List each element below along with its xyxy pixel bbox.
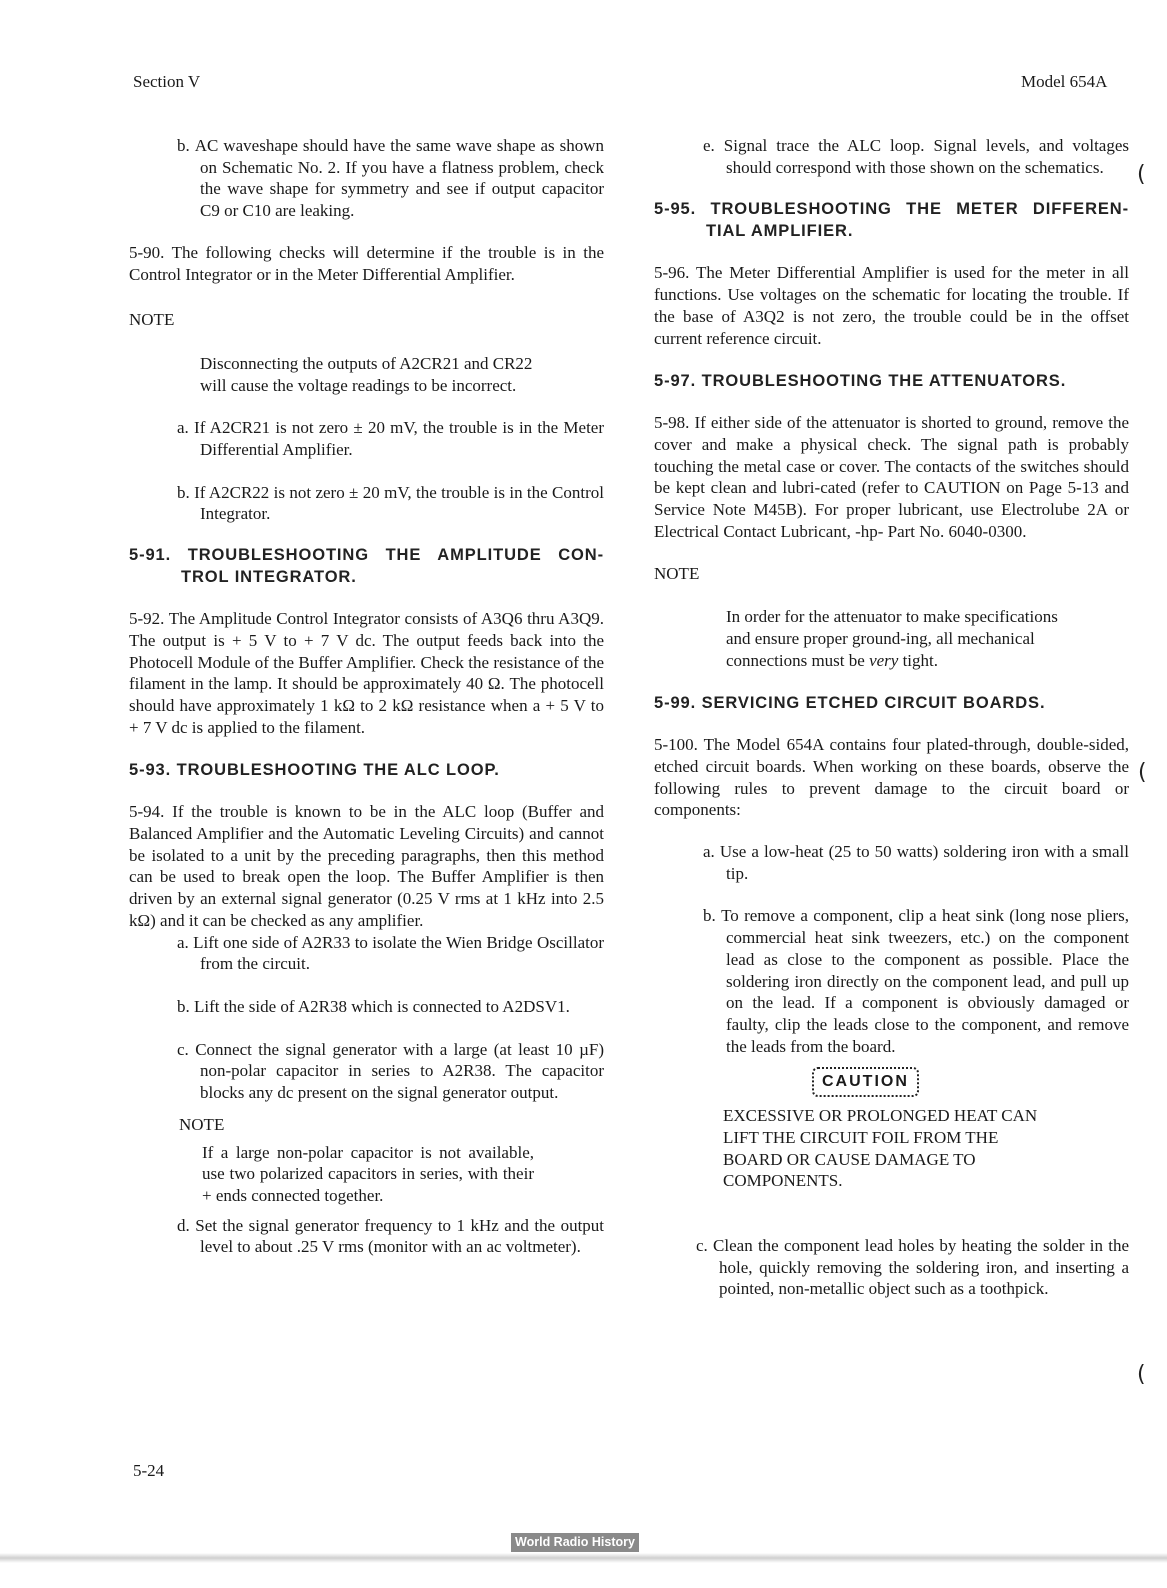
note-body-3: In order for the attenuator to make specifications and ensure proper ground-ing, all mechanical connections must be very tight. xyxy=(726,607,1058,670)
list-item-c-clean-holes: c. Clean the component lead holes by heating the solder in the hole, quickly removing the soldering iron, and inserting a pointed, non-metallic object such as a toothpick. xyxy=(696,1235,1130,1299)
paragraph-5-96: 5-96. The Meter Differential Amplifier is used for the meter in all functions. Use voltages on the schematic for locating the trouble. If the base of A3Q2 is not zero, the trouble could be in the offset current reference circuit. xyxy=(654,263,1129,348)
section-label: Section V xyxy=(133,72,201,91)
left-column xyxy=(129,135,604,1258)
list-item-a-a2cr21: a. If A2CR21 is not zero ± 20 mV, the trouble is in the Meter Differential Amplifier. xyxy=(177,418,605,460)
paragraph-5-100: 5-100. The Model 654A contains four plated-through, double-sided, etched circuit boards. When working on these boards, observe the following rules to prevent damage to the circuit board or components: xyxy=(654,735,1129,820)
footer-bar xyxy=(0,1553,1167,1563)
paragraph-5-92: 5-92. The Amplitude Control Integrator consists of A3Q6 thru A3Q9. The output is + 5 V to + 7 V dc. The output feeds back into the Photocell Module of the Buffer Amplifier. Check the resistance of the filament in the lamp. It should be approximately 40 Ω. The photocell should have approximately 1 kΩ to 2 kΩ resistance when a + 5 V to + 7 V dc is applied to the filament. xyxy=(129,609,604,737)
note-title-3: NOTE xyxy=(654,564,700,584)
note-body-2: If a large non-polar capacitor is not available, use two polarized capacitors in series, with their + ends connected together. xyxy=(202,1142,534,1205)
list-item-b-a2cr22: b. If A2CR22 is not zero ± 20 mV, the trouble is in the Control Integrator. xyxy=(177,482,604,524)
heading-5-95: 5-95. TROUBLESHOOTING THE METER DIFFEREN-TIAL AMPLIFIER. xyxy=(654,200,1130,241)
heading-5-91: 5-91. TROUBLESHOOTING THE AMPLITUDE CON-TROL INTEGRATOR. xyxy=(129,546,604,587)
heading-5-93: 5-93. TROUBLESHOOTING THE ALC LOOP. xyxy=(129,761,500,780)
list-item-b-waveshape: b. AC waveshape should have the same wave shape as shown on Schematic No. 2. If you have a flatness problem, check the wave shape for symmetry and see if output capacitor C9 or C10 are leaking. xyxy=(177,136,604,221)
heading-5-97: 5-97. TROUBLESHOOTING THE ATTENUATORS. xyxy=(654,372,1067,391)
margin-mark-2: ( xyxy=(1138,760,1147,785)
note-title-2: NOTE xyxy=(179,1114,225,1134)
list-item-c-signal-generator: c. Connect the signal generator with a large (at least 10 µF) non-polar capacitor in series to A2R38. The capacitor blocks any dc present on the signal generator output. xyxy=(177,1039,605,1103)
list-item-d-frequency: d. Set the signal generator frequency to 1 kHz and the output level to about .25 V rms (monitor with an ac voltmeter). xyxy=(177,1215,605,1257)
right-column xyxy=(654,135,1129,1300)
margin-mark-1: ( xyxy=(1137,162,1146,187)
list-item-b-a2r38: b. Lift the side of A2R38 which is connected to A2DSV1. xyxy=(177,996,570,1016)
caution-badge: CAUTION xyxy=(812,1067,919,1097)
list-item-b-remove-component: b. To remove a component, clip a heat sink (long nose pliers, commercial heat sink tweezers, etc.) on the component lead as close to the component as possible. Place the soldering iron directly on the component lead, and pull up on the lead. If a component is obviously damaged or faulty, clip the leads close to the component, and remove the leads from the board. xyxy=(703,906,1130,1056)
model-label: Model 654A xyxy=(1021,72,1108,91)
caution-text: EXCESSIVE OR PROLONGED HEAT CAN LIFT THE CIRCUIT FOIL FROM THE BOARD OR CAUSE DAMAGE TO COMPONENTS. xyxy=(723,1106,1038,1191)
list-item-e-signal-trace: e. Signal trace the ALC loop. Signal levels, and voltages should correspond with those shown on the schematics. xyxy=(703,136,1130,177)
note-title: NOTE xyxy=(129,310,175,330)
paragraph-5-90: 5-90. The following checks will determine if the trouble is in the Control Integrator or in the Meter Differential Amplifier. xyxy=(129,242,604,284)
page-number: 5-24 xyxy=(133,1461,165,1480)
caution-wrapper xyxy=(654,1067,1129,1097)
list-item-a-a2r33: a. Lift one side of A2R33 to isolate the Wien Bridge Oscillator from the circuit. xyxy=(177,932,604,974)
note-body: Disconnecting the outputs of A2CR21 and CR22 will cause the voltage readings to be incorrect. xyxy=(200,353,533,395)
paragraph-5-94: 5-94. If the trouble is known to be in the ALC loop (Buffer and Balanced Amplifier and the Automatic Leveling Circuits) and cannot be isolated to a unit by the preceding paragraphs, then this method can be used to break open the loop. The Buffer Amplifier is then driven by an external signal generator (0.25 V rms at 1 kHz into 2.5 kΩ) and it can be checked as any amplifier. xyxy=(129,802,604,930)
list-item-a-soldering-iron: a. Use a low-heat (25 to 50 watts) soldering iron with a small tip. xyxy=(703,842,1130,883)
watermark: World Radio History xyxy=(511,1533,639,1552)
heading-5-99: 5-99. SERVICING ETCHED CIRCUIT BOARDS. xyxy=(654,694,1046,713)
paragraph-5-98: 5-98. If either side of the attenuator is shorted to ground, remove the cover and make a physical check. The signal path is probably touching the metal case or cover. The contacts of the switches should be kept clean and lubri-cated (refer to CAUTION on Page 5-13 and Service Note M45B). For proper lubricant, use Electrolube 2A or Electrical Contact Lubricant, -hp- Part No. 6040-0300. xyxy=(654,413,1129,541)
margin-mark-3: ( xyxy=(1137,1362,1146,1387)
